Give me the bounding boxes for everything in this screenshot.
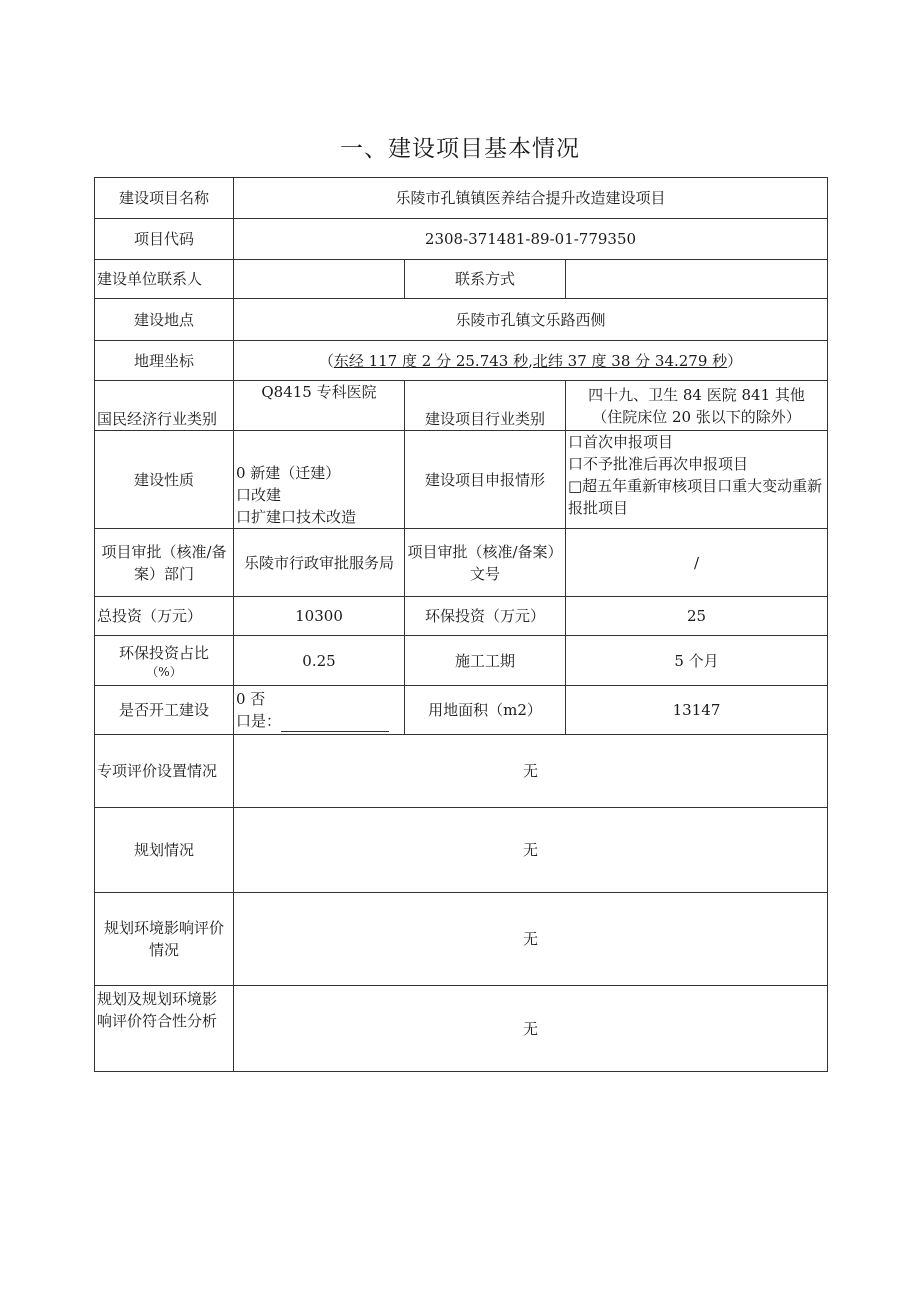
- row-planning-env: [95, 893, 828, 986]
- row-planning: [95, 808, 828, 893]
- env-ratio-label-line2: （%）: [146, 664, 182, 679]
- declaration-options: [566, 431, 828, 529]
- declaration-label: 建设项目申报情形: [405, 431, 566, 529]
- nature-label: 建设性质: [95, 431, 234, 529]
- longitude-value: 东经 117 度 2 分 25.743 秒: [333, 351, 529, 370]
- env-ratio-label: [95, 636, 234, 686]
- contact-method-value: [566, 260, 828, 299]
- project-name-value: 乐陵市孔镇镇医养结合提升改造建设项目: [234, 178, 828, 219]
- row-project-name: [95, 178, 828, 219]
- project-industry-value: [566, 381, 828, 431]
- location-value: 乐陵市孔镇文乐路西侧: [234, 299, 828, 341]
- started-option-yes-label: 口是：: [236, 712, 282, 730]
- location-label: 建设地点: [95, 299, 234, 341]
- planning-env-label: 规划环境影响评价情况: [95, 893, 234, 986]
- coordinates-value: [234, 341, 828, 381]
- industry-label: 国民经济行业类别: [95, 381, 234, 431]
- row-ratio: [95, 636, 828, 686]
- planning-env-value: 无: [234, 893, 828, 986]
- land-area-value: 13147: [566, 686, 828, 735]
- industry-value: Q8415 专科医院: [234, 381, 405, 431]
- project-code-value: 2308-371481-89-01-779350: [234, 219, 828, 260]
- row-special-eval: [95, 735, 828, 808]
- started-option-yes: [236, 710, 402, 732]
- row-location: [95, 299, 828, 341]
- construction-period-value: 5 个月: [566, 636, 828, 686]
- project-info-table: [94, 177, 828, 1072]
- land-area-label: 用地面积（m2）: [405, 686, 566, 735]
- declaration-option-first: 口首次申报项目: [568, 433, 674, 451]
- contact-method-label: 联系方式: [405, 260, 566, 299]
- nature-option-rebuild: 口改建: [236, 486, 282, 504]
- project-name-label: 建设项目名称: [95, 178, 234, 219]
- project-industry-label: 建设项目行业类别: [405, 381, 566, 431]
- env-ratio-label-line1: 环保投资占比: [118, 643, 209, 662]
- started-options: [234, 686, 405, 735]
- nature-option-expand: 口扩建口技术改造: [236, 508, 357, 526]
- approval-dept-value: 乐陵市行政审批服务局: [234, 529, 405, 597]
- row-industry: [95, 381, 828, 431]
- nature-option-new: 0 新建（迁建）: [236, 464, 341, 482]
- approval-dept-label: 项目审批（核准/备案）部门: [95, 529, 234, 597]
- project-code-label: 项目代码: [95, 219, 234, 260]
- contact-value: [234, 260, 405, 299]
- section-title: 一、建设项目基本情况: [340, 136, 580, 162]
- row-contact: [95, 260, 828, 299]
- planning-compliance-label: 规划及规划环境影响评价符合性分析: [95, 986, 234, 1072]
- row-investment: [95, 597, 828, 636]
- started-label: 是否开工建设: [95, 686, 234, 735]
- special-eval-label: 专项评价设置情况: [95, 735, 234, 808]
- row-project-code: [95, 219, 828, 260]
- env-investment-label: 环保投资（万元）: [405, 597, 566, 636]
- planning-compliance-value: 无: [234, 986, 828, 1072]
- row-approval: [95, 529, 828, 597]
- declaration-option-review: □超五年重新审核项目口重大变动重新报批项目: [568, 477, 823, 517]
- coordinates-label: 地理坐标: [95, 341, 234, 381]
- special-eval-value: 无: [234, 735, 828, 808]
- planning-label: 规划情况: [95, 808, 234, 893]
- started-yes-blank: [281, 715, 389, 732]
- coord-close-paren: ）: [727, 351, 743, 370]
- coord-separator: ,: [528, 351, 533, 370]
- planning-value: 无: [234, 808, 828, 893]
- row-planning-compliance: [95, 986, 828, 1072]
- coord-open-paren: （: [318, 351, 334, 370]
- approval-number-value: /: [566, 529, 828, 597]
- total-investment-value: 10300: [234, 597, 405, 636]
- env-ratio-value: 0.25: [234, 636, 405, 686]
- declaration-option-resubmit: 口不予批准后再次申报项目: [568, 455, 749, 473]
- approval-number-label: 项目审批（核准/备案）文号: [405, 529, 566, 597]
- nature-options: [234, 431, 405, 529]
- env-investment-value: 25: [566, 597, 828, 636]
- row-started: [95, 686, 828, 735]
- total-investment-label: 总投资（万元）: [95, 597, 234, 636]
- contact-label: 建设单位联系人: [95, 260, 234, 299]
- construction-period-label: 施工工期: [405, 636, 566, 686]
- started-option-no: 0 否: [236, 690, 266, 708]
- project-industry-line2: （住院床位 20 张以下的除外）: [592, 407, 801, 426]
- row-coordinates: [95, 341, 828, 381]
- project-industry-line1: 四十九、卫生 84 医院 841 其他: [588, 385, 805, 404]
- latitude-value: 北纬 37 度 38 分 34.279 秒: [532, 351, 728, 370]
- row-nature: [95, 431, 828, 529]
